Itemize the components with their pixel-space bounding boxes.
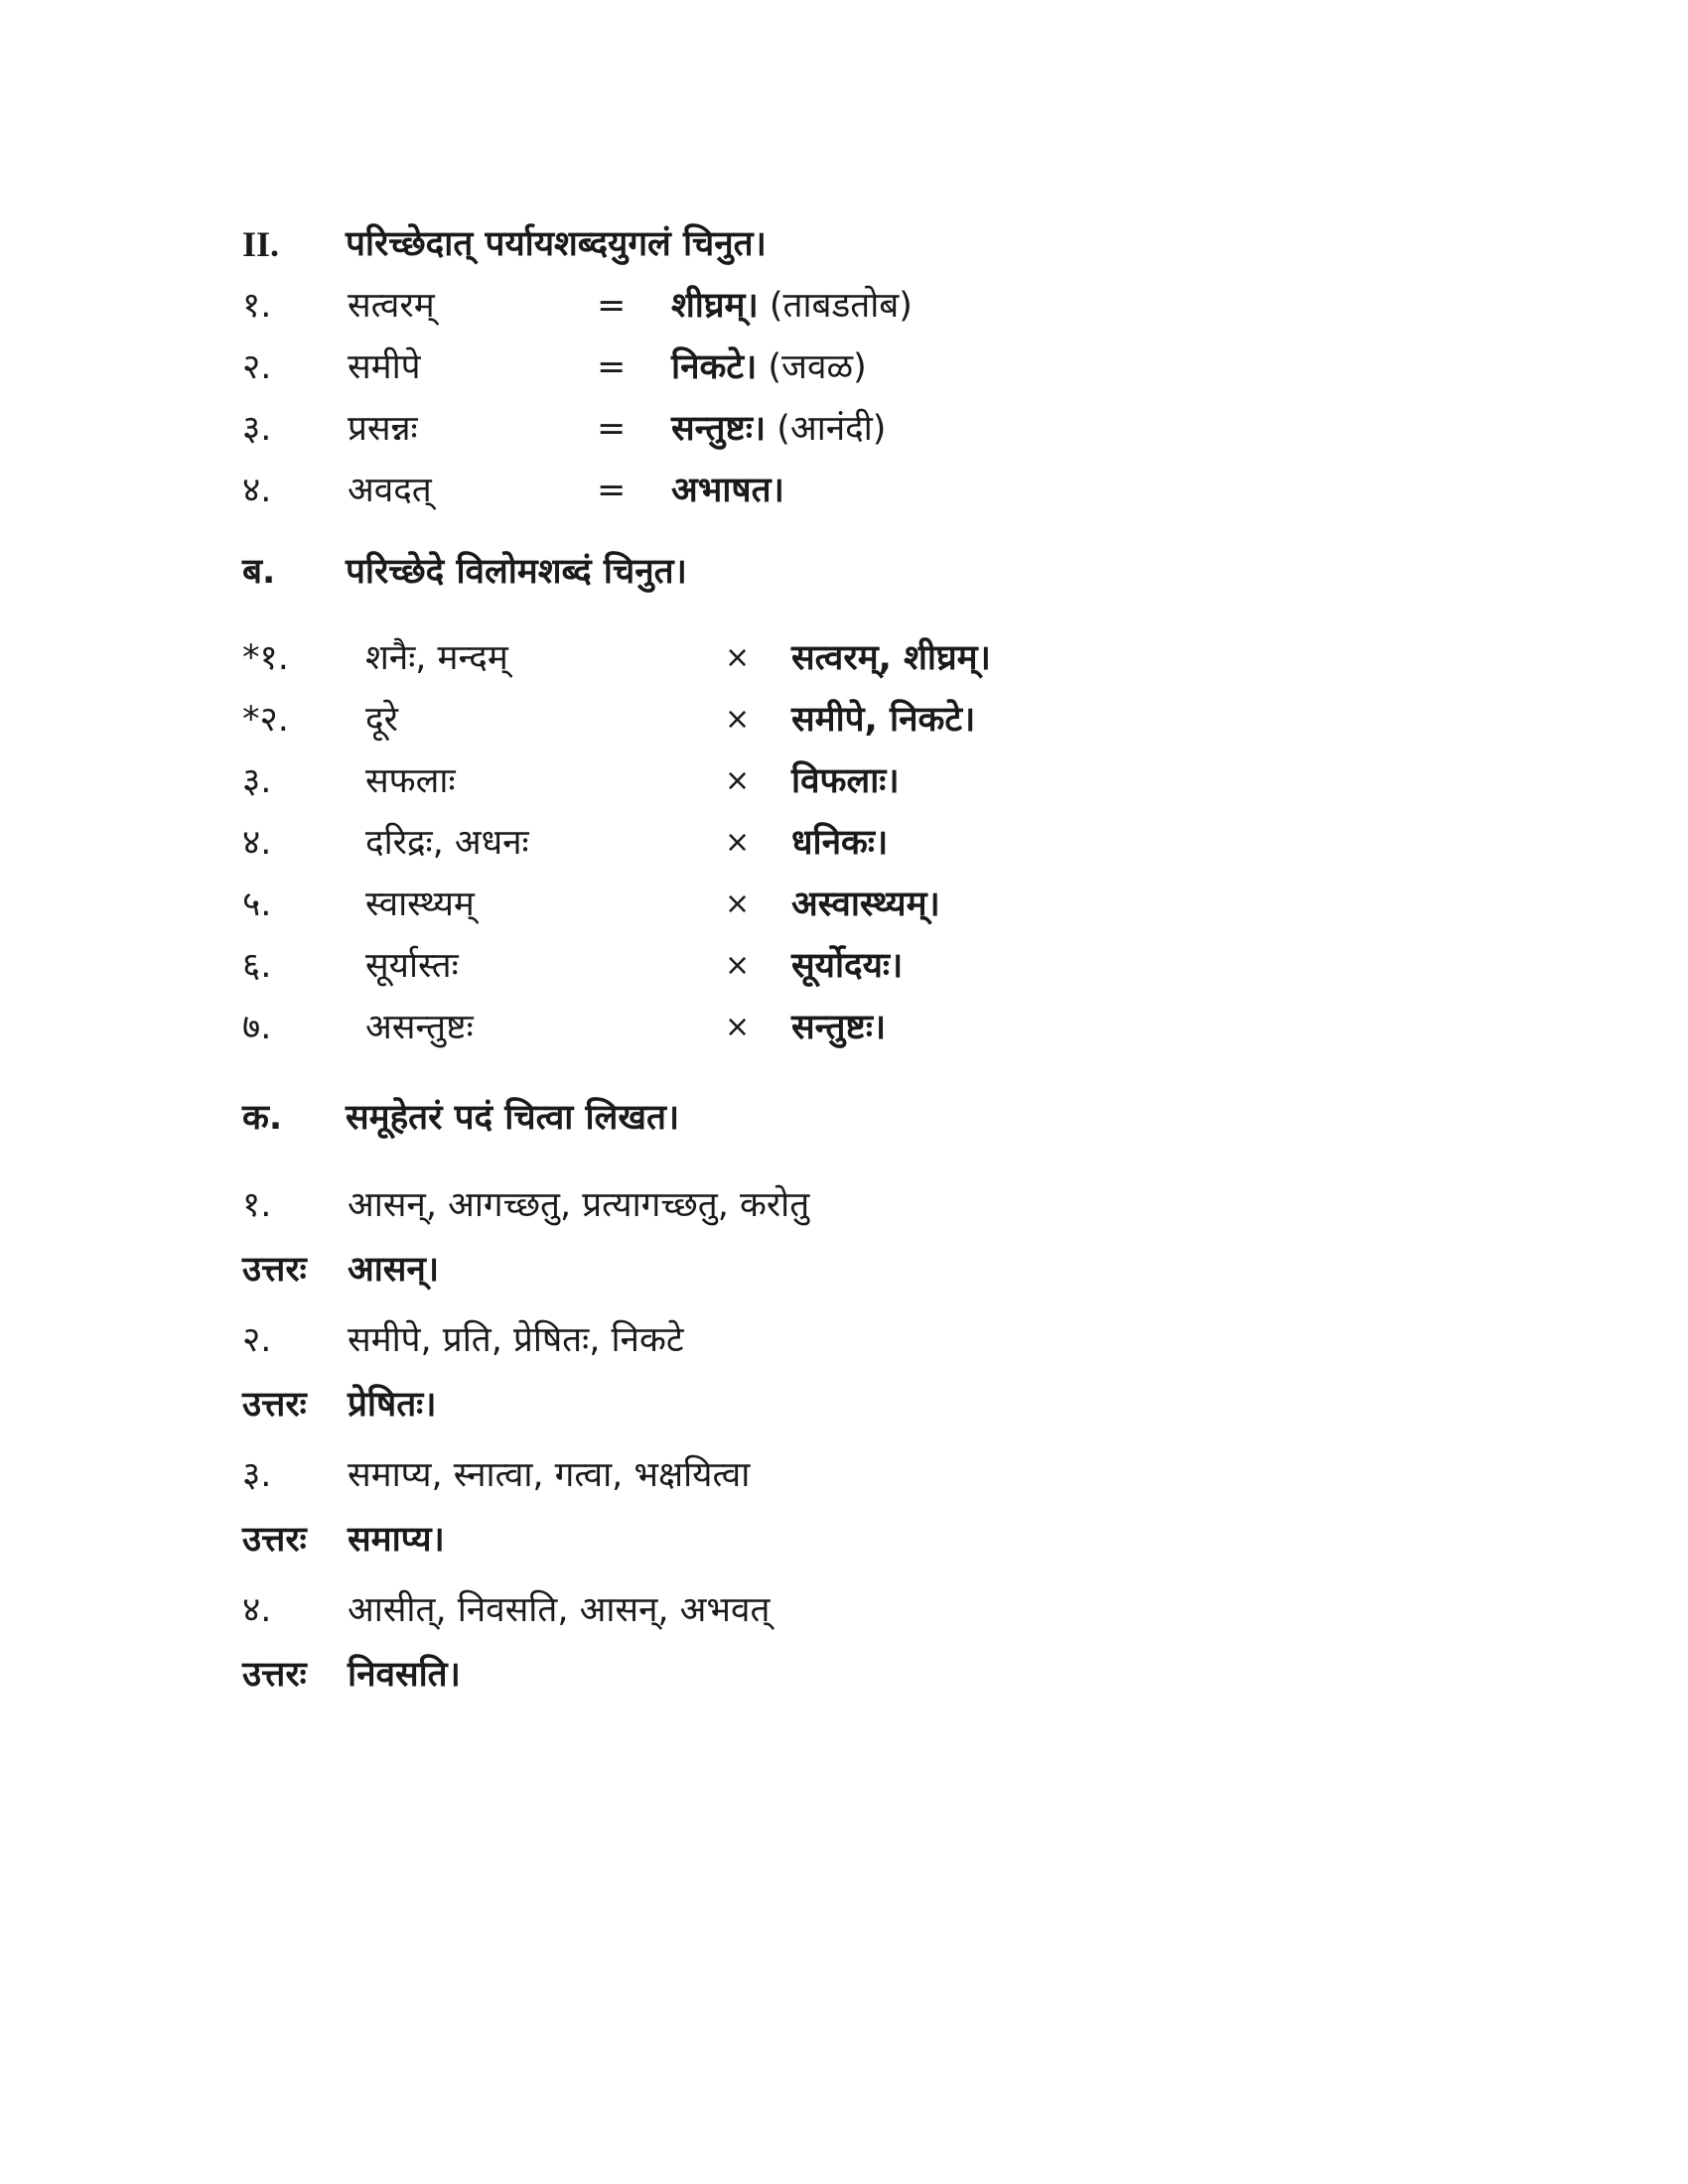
item-options: समाप्य, स्नात्वा, गत्वा, भक्षयित्वा	[348, 1455, 751, 1495]
equals-sign: =	[597, 347, 627, 387]
section-a-row	[0, 401, 1688, 457]
item-number: १.	[242, 1185, 272, 1225]
section-b-row	[0, 815, 1688, 871]
answer-value: निवसति।	[348, 1655, 461, 1695]
section-b-row	[0, 1000, 1688, 1055]
section-c-answer	[0, 1647, 1688, 1703]
section-c-answer	[0, 1512, 1688, 1568]
section-c-question	[0, 1312, 1688, 1368]
item-number: *२.	[242, 700, 289, 740]
cross-sign: ×	[725, 763, 751, 798]
item-antonym: धनिकः।	[791, 823, 889, 863]
item-synonym-group	[671, 340, 867, 395]
item-word: दरिद्रः, अधनः	[365, 823, 529, 863]
item-word: स्वास्थ्यम्	[365, 885, 475, 924]
item-options: आसन्, आगच्छतु, प्रत्यागच्छतु, करोतु	[348, 1185, 810, 1225]
section-c-header	[0, 1090, 1688, 1146]
section-b-row	[0, 877, 1688, 932]
section-a-heading: परिच्छेदात् पर्यायशब्दयुगलं चिनुत।	[346, 224, 767, 264]
item-synonym: सन्तुष्टः।	[671, 409, 767, 449]
item-number: ४.	[242, 471, 272, 510]
item-options: आसीत्, निवसति, आसन्, अभवत्	[348, 1590, 771, 1630]
item-antonym: समीपे, निकटे।	[791, 700, 976, 740]
section-b-number: ब.	[242, 552, 276, 592]
section-a-row	[0, 463, 1688, 518]
item-number: *१.	[242, 638, 289, 678]
item-synonym: निकटे।	[671, 347, 758, 387]
section-c-question	[0, 1447, 1688, 1503]
item-word: अवदत्	[348, 471, 432, 510]
item-number: ३.	[242, 1455, 272, 1495]
equals-sign: =	[597, 409, 627, 449]
item-synonym: शीघ्रम्।	[671, 286, 759, 326]
item-antonym: सूर्योदयः।	[791, 946, 904, 986]
item-word: समीपे	[348, 347, 421, 387]
section-b-row	[0, 630, 1688, 686]
section-c-heading: समूहेतरं पदं चित्वा लिखत।	[346, 1098, 680, 1138]
item-antonym: सन्तुष्टः।	[791, 1008, 887, 1047]
item-note: (आनंदी)	[766, 409, 887, 449]
item-synonym-group	[671, 401, 886, 457]
item-antonym: विफलाः।	[791, 761, 900, 801]
section-b-row	[0, 938, 1688, 994]
item-word: सत्वरम्	[348, 286, 435, 326]
answer-label: उत्तरः	[242, 1655, 307, 1695]
answer-label: उत्तरः	[242, 1520, 307, 1560]
item-options: समीपे, प्रति, प्रेषितः, निकटे	[348, 1320, 684, 1360]
section-b-header	[0, 544, 1688, 600]
section-b-row	[0, 692, 1688, 748]
item-number: ४.	[242, 1590, 272, 1630]
section-a-row	[0, 278, 1688, 334]
answer-label: उत्तरः	[242, 1250, 307, 1290]
equals-sign: =	[597, 286, 627, 326]
cross-sign: ×	[725, 825, 751, 860]
section-a-number: II.	[242, 224, 280, 264]
answer-value: आसन्।	[348, 1250, 440, 1290]
item-antonym: अस्वास्थ्यम्।	[791, 885, 940, 924]
answer-label: उत्तरः	[242, 1385, 307, 1425]
item-word: शनैः, मन्दम्	[365, 638, 508, 678]
answer-value: प्रेषितः।	[348, 1385, 437, 1425]
item-number: ३.	[242, 761, 272, 801]
item-number: ६.	[242, 946, 272, 986]
item-synonym-group	[671, 463, 784, 518]
section-c-answer	[0, 1242, 1688, 1297]
cross-sign: ×	[725, 948, 751, 983]
item-number: २.	[242, 347, 272, 387]
item-word: असन्तुष्टः	[365, 1008, 474, 1047]
item-number: ५.	[242, 885, 272, 924]
item-number: ४.	[242, 823, 272, 863]
equals-sign: =	[597, 471, 627, 510]
cross-sign: ×	[725, 887, 751, 921]
item-word: सूर्यास्तः	[365, 946, 459, 986]
item-note: (जवळ)	[757, 347, 867, 387]
item-antonym: सत्वरम्, शीघ्रम्।	[791, 638, 991, 678]
section-c-question	[0, 1582, 1688, 1638]
section-b-row	[0, 753, 1688, 809]
item-word: दूरे	[365, 700, 398, 740]
section-b-heading: परिच्छेदे विलोमशब्दं चिनुत।	[346, 552, 687, 592]
cross-sign: ×	[725, 640, 751, 675]
item-word: सफलाः	[365, 761, 456, 801]
item-number: ७.	[242, 1008, 272, 1047]
cross-sign: ×	[725, 702, 751, 737]
item-number: १.	[242, 286, 272, 326]
section-c-question	[0, 1177, 1688, 1233]
cross-sign: ×	[725, 1010, 751, 1044]
item-word: प्रसन्नः	[348, 409, 418, 449]
item-number: ३.	[242, 409, 272, 449]
item-synonym: अभाषत।	[671, 471, 784, 510]
item-number: २.	[242, 1320, 272, 1360]
section-c-answer	[0, 1377, 1688, 1433]
section-a-header	[0, 216, 1688, 272]
item-note: (ताबडतोब)	[758, 286, 913, 326]
section-c-number: क.	[242, 1098, 283, 1138]
item-synonym-group	[671, 278, 913, 334]
section-a-row	[0, 340, 1688, 395]
answer-value: समाप्य।	[348, 1520, 445, 1560]
